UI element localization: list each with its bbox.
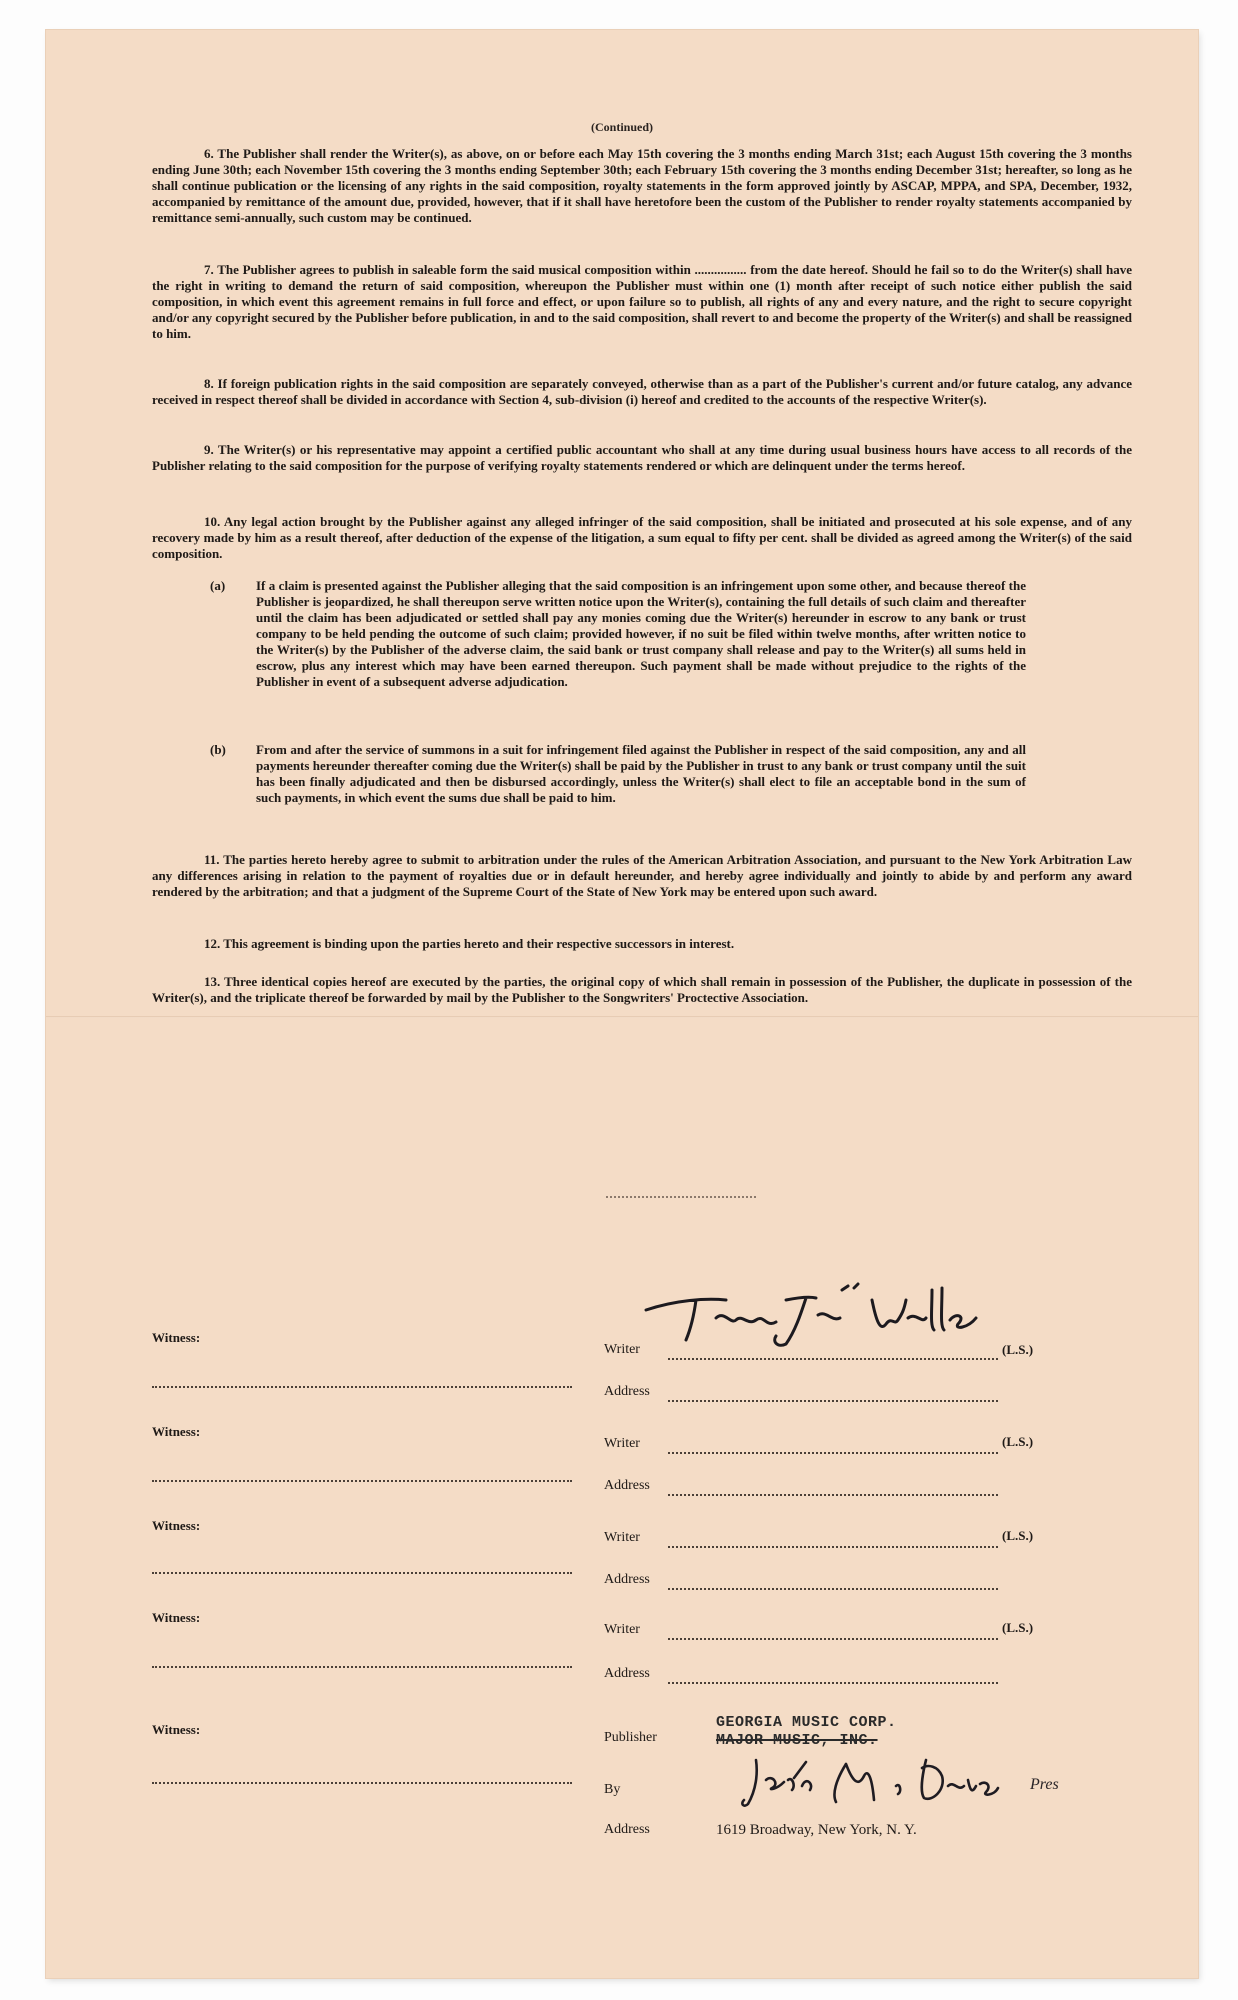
witness-label-5: Witness: [152,1722,201,1737]
by-label: By [604,1782,621,1797]
address-line-2[interactable] [668,1494,998,1496]
signature-title: Pres [1030,1776,1059,1793]
clause-10b [210,742,1026,806]
ls-mark-4: (L.S.) [1002,1620,1034,1635]
witness-line-3[interactable] [152,1572,572,1574]
witness-label-4: Witness: [152,1610,201,1625]
witness-label-1: Witness: [152,1330,201,1345]
publisher-address: 1619 Broadway, New York, N. Y. [716,1822,917,1838]
writer-line-4[interactable] [668,1638,998,1640]
address-label-3: Address [604,1572,650,1587]
ls-mark-3: (L.S.) [1002,1528,1034,1543]
witness-line-2[interactable] [152,1480,572,1482]
publisher-stamp-struck: MAJOR MUSIC, INC. [716,1732,878,1749]
clause-10a [210,578,1026,690]
witness-line-4[interactable] [152,1666,572,1668]
writer-label-1: Writer [604,1342,640,1357]
clause-11: 11. The parties hereto hereby agree to submit to arbitration under the rules of the American Arbitration Association, and pursuant to the New York Arbitration Law any differences arising in relation to the payment of royalties due or in default hereunder, and hereby agree individually and jointly to abide by and perform any award rendered by the arbitration; and that a judgment of the Supreme Court of the State of New York may be entered upon such award. [152,852,1132,899]
writer-label-3: Writer [604,1530,640,1545]
paper-fold [46,1016,1198,1018]
clause-10b-mark: (b) [210,742,226,757]
publisher-address-label: Address [604,1822,650,1837]
writer-line-3[interactable] [668,1546,998,1548]
address-line-4[interactable] [668,1682,998,1684]
continued-header: (Continued) [590,120,653,134]
ls-mark-2: (L.S.) [1002,1434,1034,1449]
clause-8: 8. If foreign publication rights in the said composition are separately conveyed, otherwise than as a part of the Publisher's current and/or future catalog, any advance received in respect thereof shall be divided in accordance with Section 4, sub-division (i) hereof and credited to the accounts of the respective Writer(s). [152,376,1132,407]
clause-10a-mark: (a) [210,578,226,593]
clause-10a-text: If a claim is presented against the Publisher alleging that the said composition is an infringement upon some other, and because thereof the Publisher is jeopardized, he shall thereupon serve written notice upon the Writer(s), containing the full details of such claim and thereafter until the claim has been adjudicated or settled shall pay any monies coming due the Writer(s) hereunder in escrow to any bank or trust company to be held pending the outcome of such claim; provided however, if no suit be filed within twelve months, after written notice to the Writer(s) by the Publisher of the adverse claim, the said bank or trust company shall release and pay to the Writer(s) all sums held in escrow, plus any interest which may have been earned thereupon. Such payment shall be made without prejudice to the rights of the Publisher in event of a subsequent adverse adjudication. [256,578,1026,689]
witness-label-2: Witness: [152,1424,201,1439]
address-line-3[interactable] [668,1588,998,1590]
clause-9: 9. The Writer(s) or his representative may appoint a certified public accountant who shall at any time during usual business hours have access to all records of the Publisher relating to the said composition for the purpose of verifying royalty statements rendered or which are delinquent under the terms hereof. [152,442,1132,473]
witness-line-5[interactable] [152,1782,572,1784]
clause-12: 12. This agreement is binding upon the parties hereto and their respective successors in interest. [204,936,735,951]
witness-line-1[interactable] [152,1386,572,1388]
address-line-1[interactable] [668,1400,998,1402]
clause-10b-text: From and after the service of summons in a suit for infringement filed against the Publisher in respect of the said composition, any and all payments hereunder thereafter coming due the Writer(s) shall be paid by the Publisher in trust to any bank or trust company until the suit has been finally adjudicated and then be disbursed accordingly, unless the Writer(s) shall elect to file an acceptable bond in the sum of such payments, in which event the sums due shall be paid to him. [256,742,1026,805]
publisher-signature [736,1746,1036,1821]
clause-6: 6. The Publisher shall render the Writer(s), as above, on or before each May 15th covering the 3 months ending March 31st; each August 15th covering the 3 months ending June 30th; each November 15th covering the 3 months ending September 30th; each February 15th covering the 3 months ending December 31st; hereafter, so long as he shall continue publication or the licensing of any rights in the said composition, royalty statements in the form approved jointly by ASCAP, MPPA, and SPA, December, 1932, accompanied by remittance of the amount due, provided, however, that if it shall have heretofore been the custom of the Publisher to render royalty statements accompanied by remittance semi-annually, such custom may be continued. [152,146,1132,225]
publisher-label: Publisher [604,1730,657,1745]
clause-10: 10. Any legal action brought by the Publisher against any alleged infringer of the said composition, shall be initiated and prosecuted at his sole expense, and of any recovery made by him as a result thereof, after deduction of the expense of the litigation, a sum equal to fifty per cent. shall be divided as agreed among the Writer(s) of the said composition. [152,514,1132,561]
contract-page [46,30,1198,1978]
writer-line-2[interactable] [668,1452,998,1454]
witness-label-3: Witness: [152,1518,201,1533]
publisher-signature-image [736,1746,1036,1816]
publisher-stamp: GEORGIA MUSIC CORP. [716,1714,897,1731]
divider-dots [606,1196,756,1198]
address-label-2: Address [604,1478,650,1493]
address-label-1: Address [604,1384,650,1399]
writer-label-4: Writer [604,1622,640,1637]
writer-label-2: Writer [604,1436,640,1451]
address-label-4: Address [604,1666,650,1681]
writer-signature [636,1270,996,1355]
clause-13: 13. Three identical copies hereof are executed by the parties, the original copy of which shall remain in possession of the Publisher, the duplicate in possession of the Writer(s), and the triplicate thereof be forwarded by mail by the Publisher to the Songwriters' Proctective Association. [152,974,1132,1005]
ls-mark-1: (L.S.) [1002,1342,1034,1357]
writer-signature-image [636,1270,996,1350]
writer-line-1[interactable] [668,1358,998,1360]
clause-7: 7. The Publisher agrees to publish in saleable form the said musical composition within ................ from the date hereof. Should he fail so to do the Writer(s) shall have the right in writing to demand the return of said composition, whereupon the Publisher must within one (1) month after receipt of such notice either publish the said composition, in which event this agreement remains in full force and effect, or upon failure so to publish, all rights of any and every nature, and the right to secure copyright and/or any copyright secured by the Publisher before publication, in and to the said composition, shall revert to and become the property of the Writer(s) and shall be reassigned to him. [152,262,1132,341]
